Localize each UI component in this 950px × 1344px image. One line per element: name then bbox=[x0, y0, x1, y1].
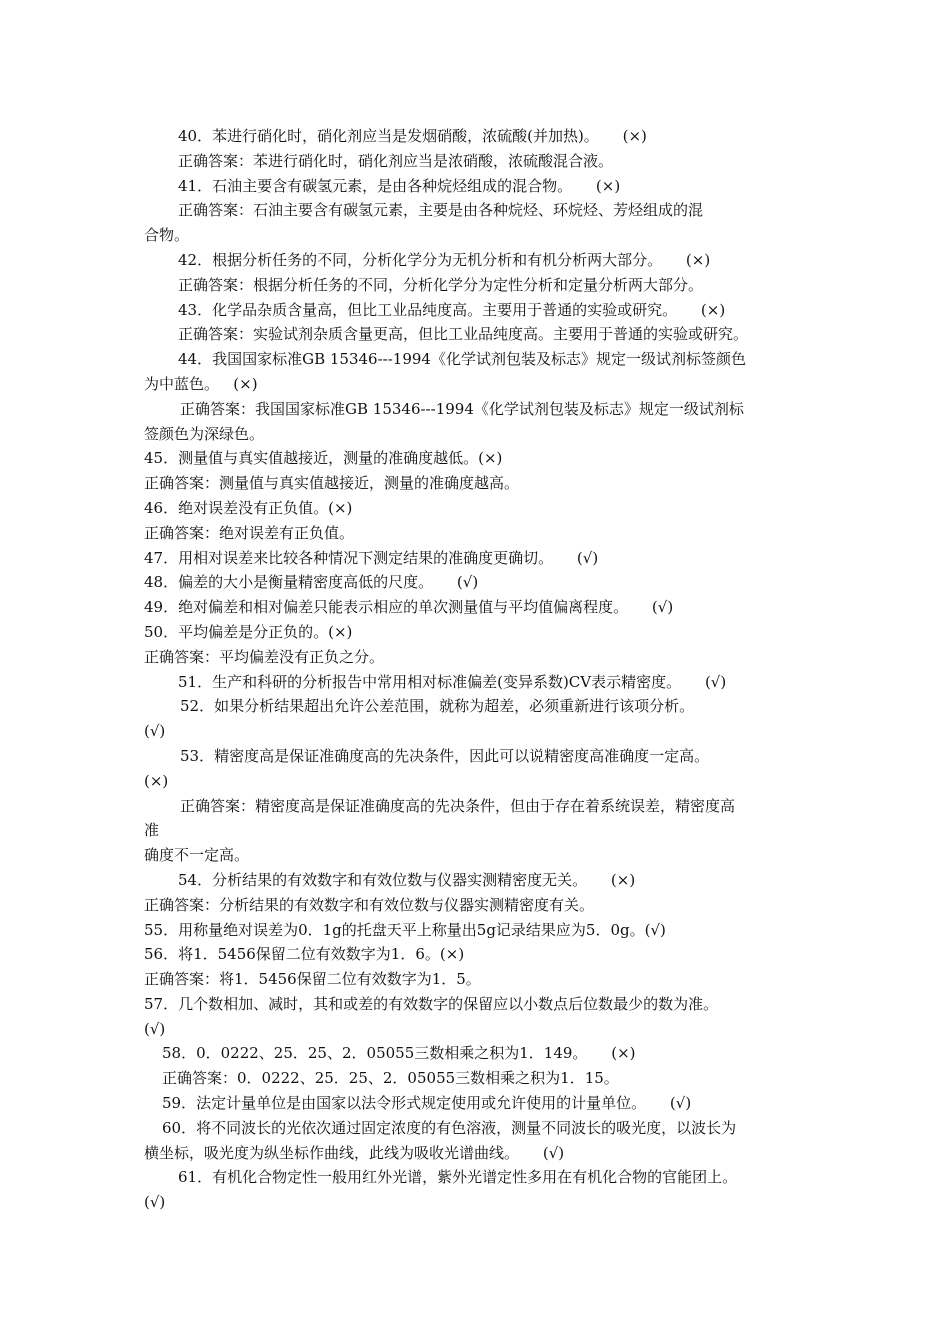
answer-line: 正确答案：测量值与真实值越接近，测量的准确度越高。 bbox=[144, 474, 520, 493]
question-line: 54．分析结果的有效数字和有效位数与仪器实测精密度无关。 (×) bbox=[178, 870, 636, 889]
question-line: 55．用称量绝对误差为0．1g的托盘天平上称量出5g记录结果应为5．0g。(√) bbox=[144, 920, 666, 939]
answer-line: 正确答案：精密度高是保证准确度高的先决条件，但由于存在着系统误差，精密度高 bbox=[180, 796, 736, 815]
answer-line-continued: 确度不一定高。 bbox=[144, 846, 250, 865]
answer-line: 正确答案：苯进行硝化时，硝化剂应当是浓硝酸，浓硫酸混合液。 bbox=[178, 151, 614, 170]
document-body bbox=[144, 124, 814, 1215]
question-line: 42．根据分析任务的不同，分析化学分为无机分析和有机分析两大部分。 (×) bbox=[178, 250, 711, 269]
question-line-continued: (√) bbox=[144, 1193, 166, 1212]
answer-line: 正确答案：我国国家标准GB 15346---1994《化学试剂包装及标志》规定一级试剂标 bbox=[180, 399, 744, 418]
answer-line-continued: 签颜色为深绿色。 bbox=[144, 424, 265, 443]
question-line: 57．几个数相加、减时，其和或差的有效数字的保留应以小数点后位数最少的数为准。 bbox=[144, 994, 719, 1013]
answer-line-continued: 准 bbox=[144, 821, 160, 840]
question-line: 50．平均偏差是分正负的。(×) bbox=[144, 622, 353, 641]
question-line: 53．精密度高是保证准确度高的先决条件，因此可以说精密度高准确度一定高。 bbox=[180, 746, 710, 765]
question-line-continued: (√) bbox=[144, 722, 166, 741]
question-line: 43．化学品杂质含量高，但比工业品纯度高。主要用于普通的实验或研究。 (×) bbox=[178, 300, 726, 319]
question-line: 60．将不同波长的光依次通过固定浓度的有色溶液，测量不同波长的吸光度，以波长为 bbox=[162, 1118, 737, 1137]
question-line: 48．偏差的大小是衡量精密度高低的尺度。 (√) bbox=[144, 573, 479, 592]
answer-line: 正确答案：石油主要含有碳氢元素，主要是由各种烷烃、环烷烃、芳烃组成的混 bbox=[178, 201, 704, 220]
question-line: 56．将1．5456保留二位有效数字为1．6。(×) bbox=[144, 945, 465, 964]
question-line: 40．苯进行硝化时，硝化剂应当是发烟硝酸，浓硫酸(并加热)。 (×) bbox=[178, 127, 647, 145]
answer-line: 正确答案：分析结果的有效数字和有效位数与仪器实测精密度有关。 bbox=[144, 895, 595, 914]
answer-line: 正确答案：将1．5456保留二位有效数字为1．5。 bbox=[144, 970, 481, 989]
question-line: 46．绝对误差没有正负值。(×) bbox=[144, 498, 353, 517]
question-line-continued: (√) bbox=[144, 1019, 166, 1038]
answer-line: 正确答案：根据分析任务的不同，分析化学分为定性分析和定量分析两大部分。 bbox=[178, 275, 704, 294]
question-line: 44．我国国家标准GB 15346---1994《化学试剂包装及标志》规定一级试剂标签颜色 bbox=[178, 350, 746, 369]
question-line: 61．有机化合物定性一般用红外光谱，紫外光谱定性多用在有机化合物的官能团上。 bbox=[178, 1168, 738, 1187]
question-line: 45．测量值与真实值越接近，测量的准确度越低。(×) bbox=[144, 449, 503, 468]
question-line: 51．生产和科研的分析报告中常用相对标准偏差(变异系数)CV表示精密度。 (√) bbox=[178, 672, 727, 691]
answer-line: 正确答案：实验试剂杂质含量更高，但比工业品纯度高。主要用于普通的实验或研究。 bbox=[178, 325, 749, 344]
question-line: 58．0．0222、25．25、2．05055三数相乘之积为1．149。 (×) bbox=[162, 1044, 636, 1063]
question-line-continued: (×) bbox=[144, 771, 169, 790]
question-line: 49．绝对偏差和相对偏差只能表示相应的单次测量值与平均值偏离程度。 (√) bbox=[144, 598, 674, 617]
question-line: 47．用相对误差来比较各种情况下测定结果的准确度更确切。 (√) bbox=[144, 548, 599, 567]
question-line: 59．法定计量单位是由国家以法令形式规定使用或允许使用的计量单位。 (√) bbox=[162, 1094, 692, 1113]
question-line-continued: 横坐标，吸光度为纵坐标作曲线，此线为吸收光谱曲线。 (√) bbox=[144, 1143, 565, 1162]
question-line-continued: 为中蓝色。 (×) bbox=[144, 374, 258, 393]
question-line: 41．石油主要含有碳氢元素，是由各种烷烃组成的混合物。 (×) bbox=[178, 176, 621, 195]
question-line: 52．如果分析结果超出允许公差范围，就称为超差，必须重新进行该项分析。 bbox=[180, 697, 695, 716]
answer-line-continued: 合物。 bbox=[144, 226, 190, 245]
answer-line: 正确答案：0．0222、25．25、2．05055三数相乘之积为1．15。 bbox=[162, 1069, 619, 1088]
answer-line: 正确答案：绝对误差有正负值。 bbox=[144, 523, 355, 542]
answer-line: 正确答案：平均偏差没有正负之分。 bbox=[144, 647, 385, 666]
